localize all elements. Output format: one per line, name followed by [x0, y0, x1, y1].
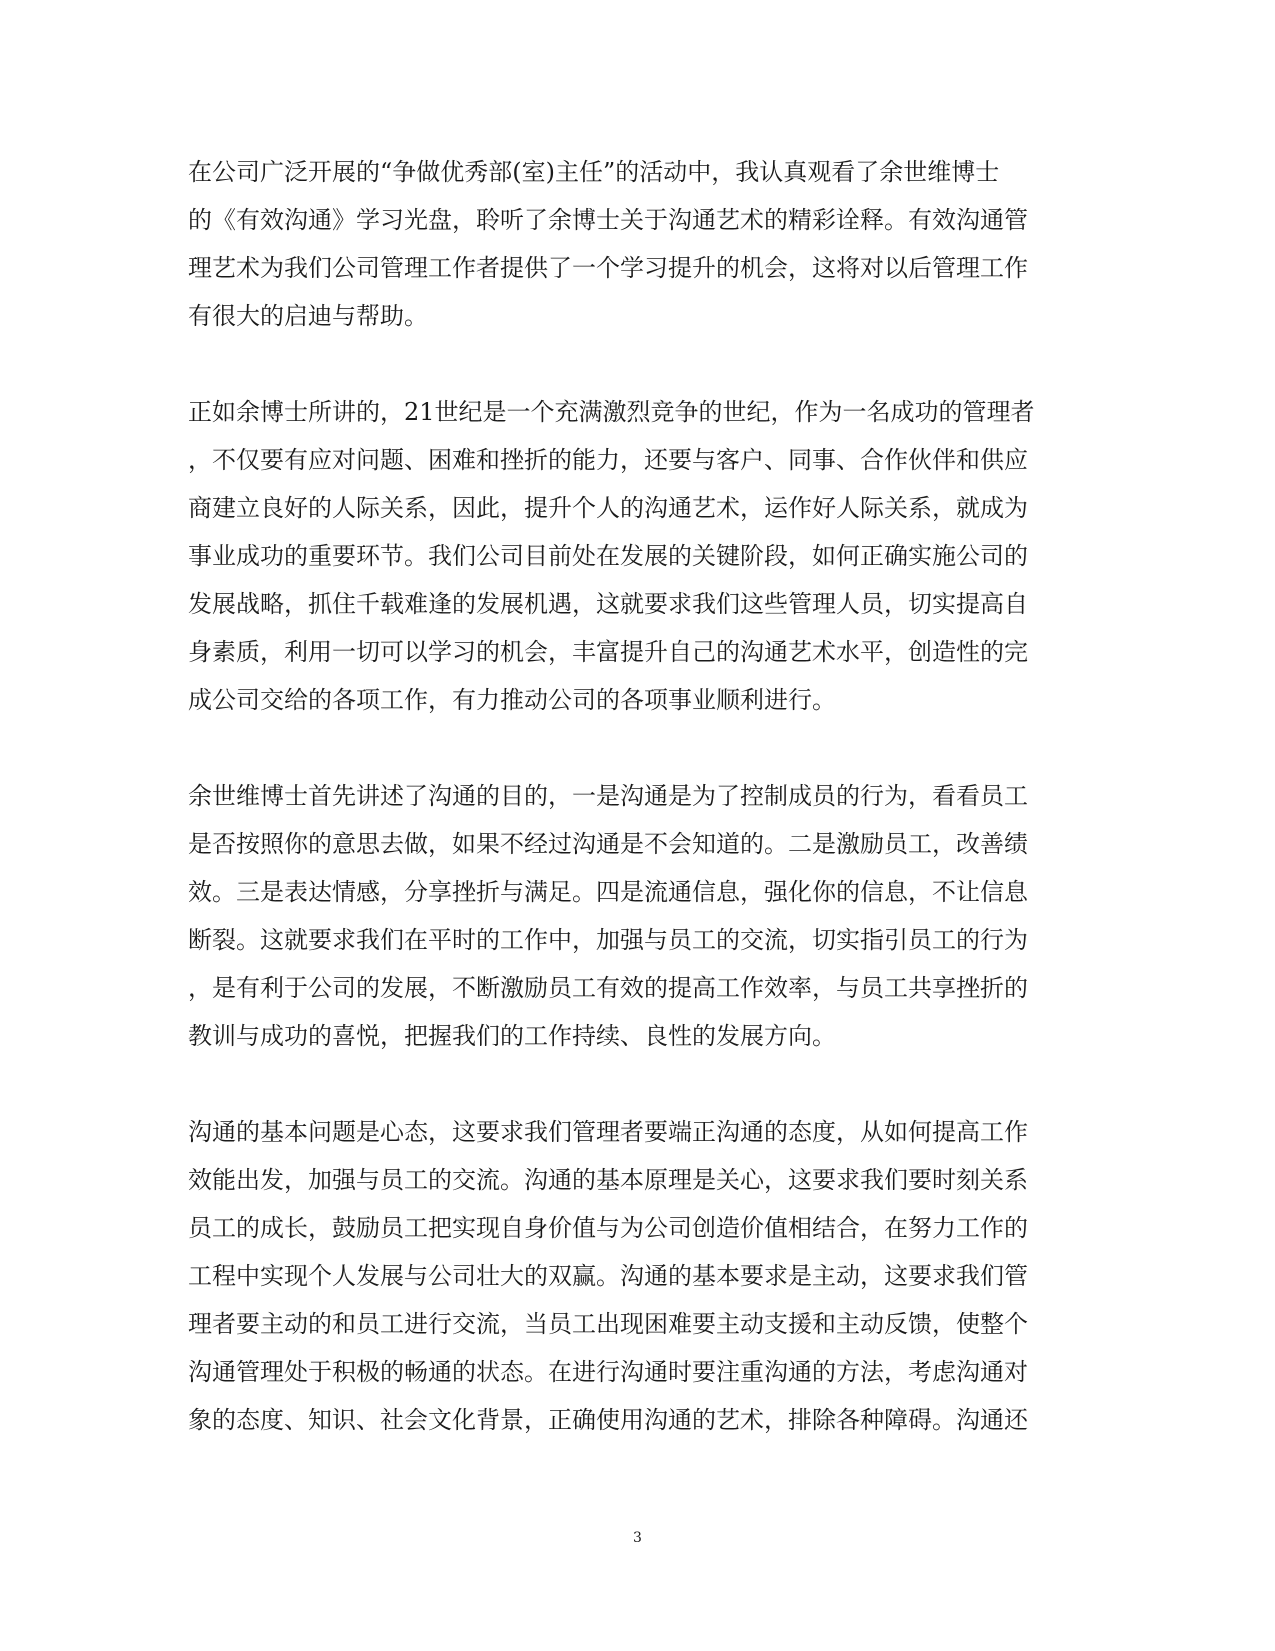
- paragraph-2: [188, 388, 1068, 724]
- text-line: 工程中实现个人发展与公司壮大的双赢。沟通的基本要求是主动，这要求我们管: [188, 1262, 1028, 1290]
- text-line: 教训与成功的喜悦，把握我们的工作持续、良性的发展方向。: [188, 1022, 836, 1050]
- paragraph-spacer: [188, 724, 1068, 772]
- text-line: 是否按照你的意思去做，如果不经过沟通是不会知道的。二是激励员工，改善绩: [188, 830, 1028, 858]
- text-line: 员工的成长，鼓励员工把实现自身价值与为公司创造价值相结合，在努力工作的: [188, 1214, 1028, 1242]
- text-line: 身素质，利用一切可以学习的机会，丰富提升自己的沟通艺术水平，创造性的完: [188, 638, 1028, 666]
- paragraph-3: [188, 772, 1068, 1060]
- text-line: ，不仅要有应对问题、困难和挫折的能力，还要与客户、同事、合作伙伴和供应: [188, 446, 1028, 474]
- text-line: 商建立良好的人际关系，因此，提升个人的沟通艺术，运作好人际关系，就成为: [188, 494, 1028, 522]
- text-line: ，是有利于公司的发展，不断激励员工有效的提高工作效率，与员工共享挫折的: [188, 974, 1028, 1002]
- text-line: 余世维博士首先讲述了沟通的目的，一是沟通是为了控制成员的行为，看看员工: [188, 782, 1028, 810]
- text-line: 有很大的启迪与帮助。: [188, 302, 428, 330]
- text-line: 的《有效沟通》学习光盘，聆听了余博士关于沟通艺术的精彩诠释。有效沟通管: [188, 206, 1028, 234]
- text-line: 事业成功的重要环节。我们公司目前处在发展的关键阶段，如何正确实施公司的: [188, 542, 1028, 570]
- text-line: 在公司广泛开展的“争做优秀部(室)主任”的活动中，我认真观看了余世维博士: [188, 158, 1000, 186]
- paragraph-1: [188, 148, 1068, 340]
- text-line: 成公司交给的各项工作，有力推动公司的各项事业顺利进行。: [188, 686, 836, 714]
- text-line: 效。三是表达情感，分享挫折与满足。四是流通信息，强化你的信息，不让信息: [188, 878, 1028, 906]
- text-line: 理艺术为我们公司管理工作者提供了一个学习提升的机会，这将对以后管理工作: [188, 254, 1028, 282]
- text-line: 效能出发，加强与员工的交流。沟通的基本原理是关心，这要求我们要时刻关系: [188, 1166, 1028, 1194]
- document-body: [188, 148, 1068, 1444]
- text-line: 发展战略，抓住千载难逢的发展机遇，这就要求我们这些管理人员，切实提高自: [188, 590, 1028, 618]
- page-number: 3: [633, 1530, 642, 1546]
- paragraph-spacer: [188, 340, 1068, 388]
- text-line: 断裂。这就要求我们在平时的工作中，加强与员工的交流，切实指引员工的行为: [188, 926, 1028, 954]
- text-line: 象的态度、知识、社会文化背景，正确使用沟通的艺术，排除各种障碍。沟通还: [188, 1406, 1028, 1434]
- text-line: 正如余博士所讲的，21世纪是一个充满激烈竞争的世纪，作为一名成功的管理者: [188, 398, 1035, 426]
- text-line: 沟通的基本问题是心态，这要求我们管理者要端正沟通的态度，从如何提高工作: [188, 1118, 1028, 1146]
- paragraph-spacer: [188, 1060, 1068, 1108]
- text-line: 理者要主动的和员工进行交流，当员工出现困难要主动支援和主动反馈，使整个: [188, 1310, 1028, 1338]
- text-line: 沟通管理处于积极的畅通的状态。在进行沟通时要注重沟通的方法，考虑沟通对: [188, 1358, 1028, 1386]
- paragraph-4: [188, 1108, 1068, 1444]
